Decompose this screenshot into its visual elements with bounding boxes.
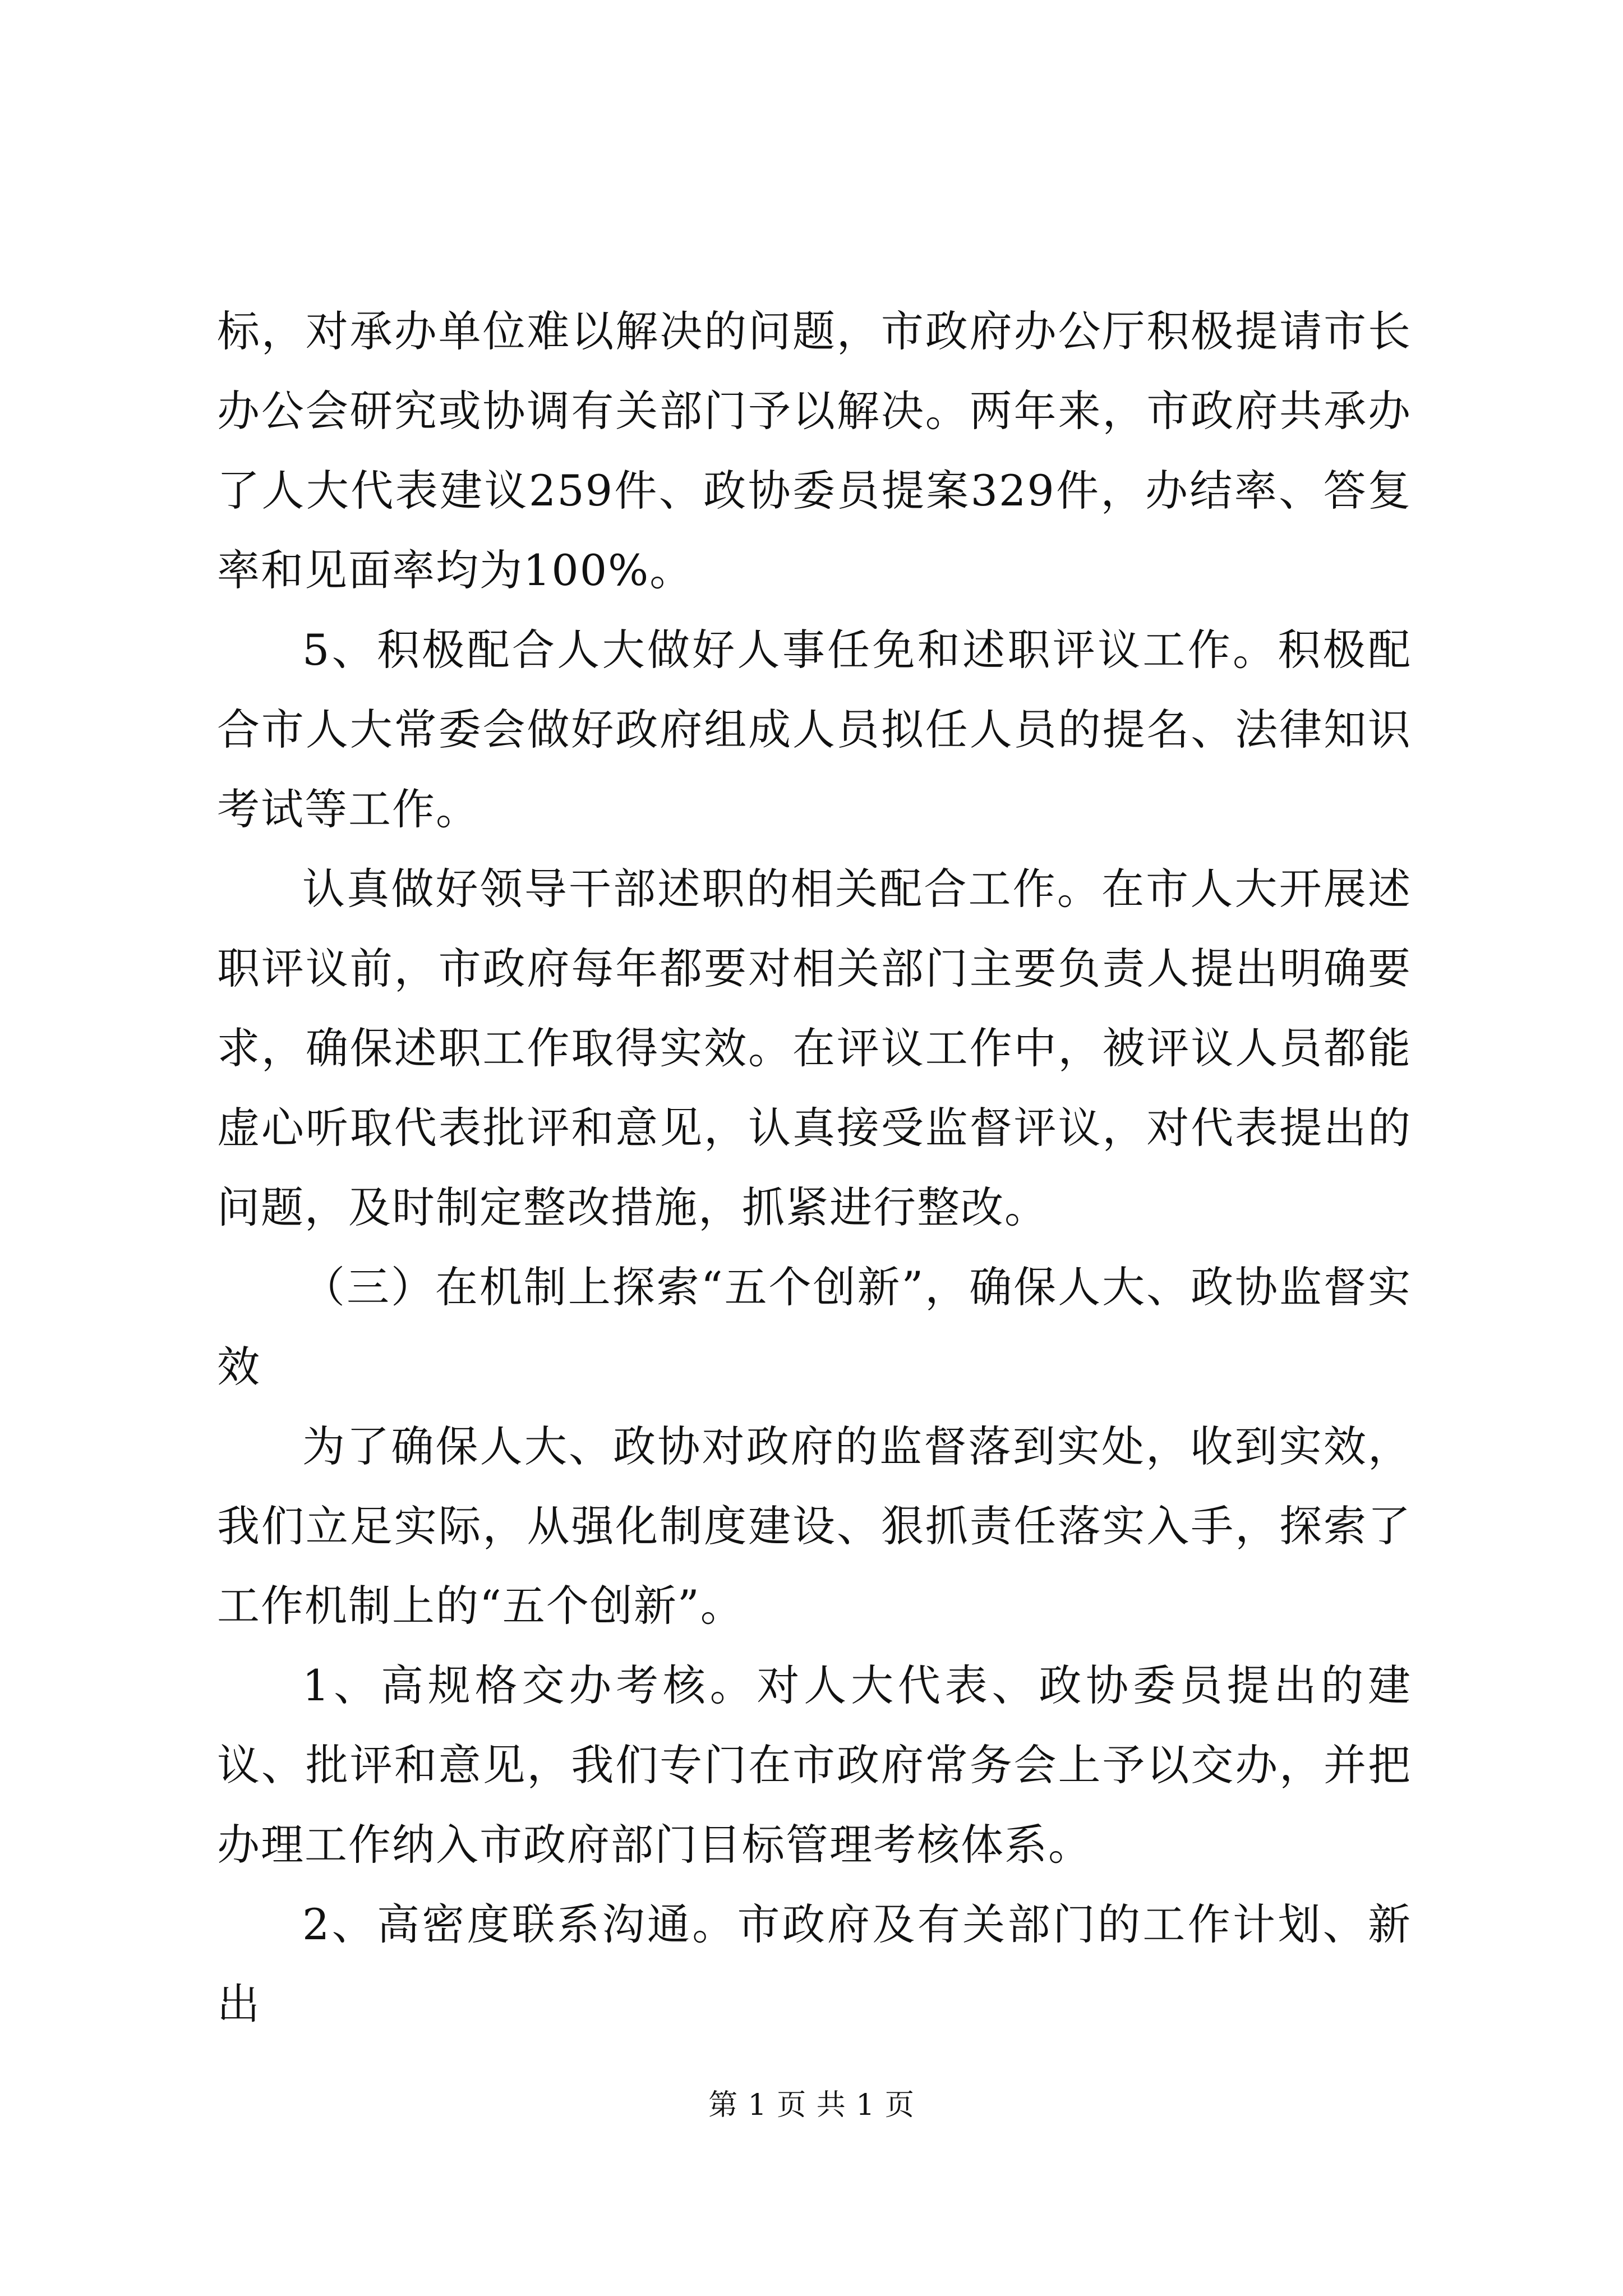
page-footer: 第 1 页 共 1 页	[708, 2088, 915, 2122]
paragraph-item-1: 1、高规格交办考核。对人大代表、政协委员提出的建议、批评和意见，我们专门在市政府常务会上予以交办，并把办理工作纳入市政府部门目标管理考核体系。	[217, 1660, 1412, 1870]
paragraph-continuation: 标，对承办单位难以解决的问题，市政府办公厅积极提请市长办公会研究或协调有关部门予以解决。两年来，市政府共承办了人大代表建议259件、政协委员提案329件，办结率、答复率和见面率均为100%。	[217, 306, 1412, 595]
document-body	[217, 292, 1412, 2044]
paragraph-cooperation: 认真做好领导干部述职的相关配合工作。在市人大开展述职评议前，市政府每年都要对相关部门主要负责人提出明确要求，确保述职工作取得实效。在评议工作中，被评议人员都能虚心听取代表批评和意见，认真接受监督评议，对代表提出的问题，及时制定整改措施，抓紧进行整改。	[217, 864, 1412, 1232]
section-heading-three: （三）在机制上探索“五个创新”，确保人大、政协监督实效	[217, 1262, 1412, 1392]
paragraph-item-2: 2、高密度联系沟通。市政府及有关部门的工作计划、新出	[217, 1899, 1412, 2029]
paragraph-item-5: 5、积极配合人大做好人事任免和述职评议工作。积极配合市人大常委会做好政府组成人员拟任人员的提名、法律知识考试等工作。	[217, 625, 1412, 834]
paragraph-intro-five-innovations: 为了确保人大、政协对政府的监督落到实处，收到实效，我们立足实际，从强化制度建设、狠抓责任落实入手，探索了工作机制上的“五个创新”。	[217, 1421, 1412, 1631]
